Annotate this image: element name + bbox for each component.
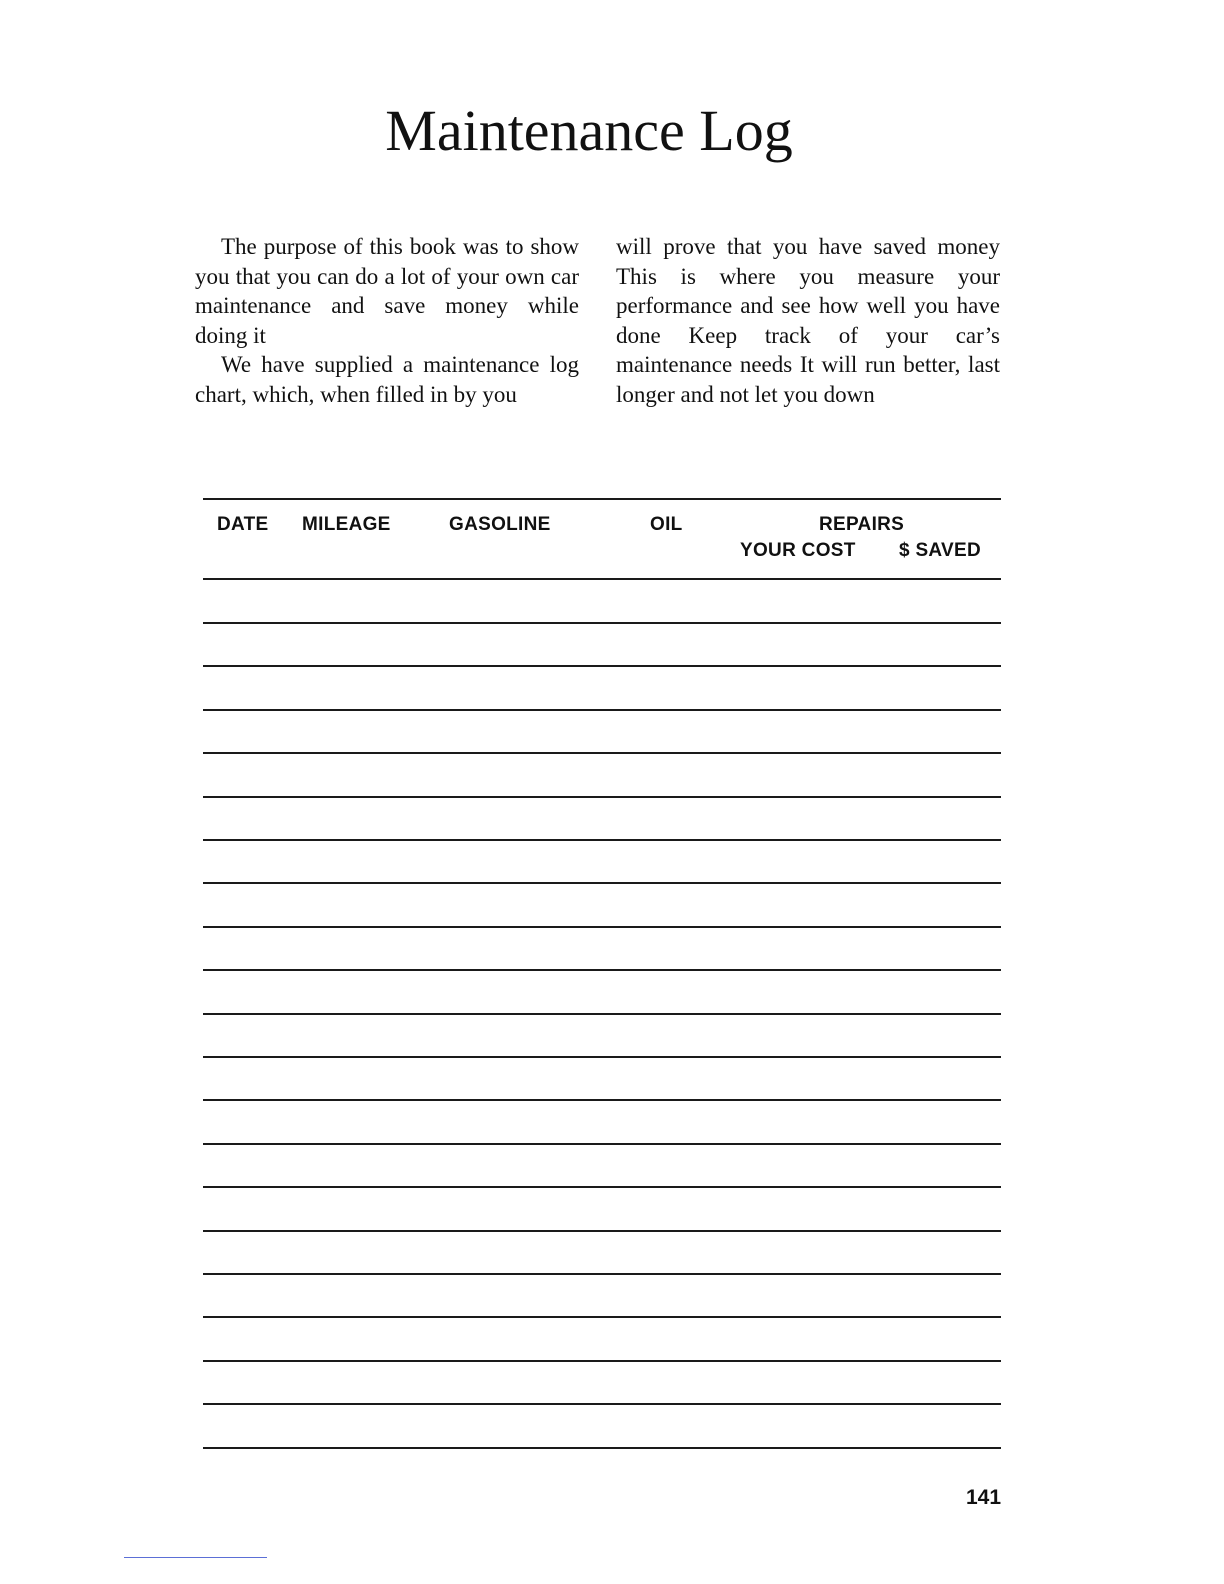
log-blank-row <box>203 1230 1001 1232</box>
column-header-your-cost: YOUR COST <box>740 540 856 561</box>
log-blank-row <box>203 665 1001 667</box>
log-blank-row <box>203 709 1001 711</box>
page-number: 141 <box>966 1486 1002 1509</box>
log-blank-row <box>203 969 1001 971</box>
log-blank-row <box>203 1099 1001 1101</box>
column-header-date: DATE <box>217 514 269 535</box>
table-top-rule <box>203 498 1001 500</box>
column-header-mileage: MILEAGE <box>302 514 391 535</box>
log-blank-row <box>203 1056 1001 1058</box>
intro-column-right <box>616 232 1000 409</box>
log-blank-row <box>203 1143 1001 1145</box>
log-blank-row <box>203 1447 1001 1449</box>
log-blank-row <box>203 796 1001 798</box>
column-header-gasoline: GASOLINE <box>449 514 551 535</box>
log-blank-row <box>203 839 1001 841</box>
intro-paragraph: will prove that you have saved money This is where you measure your performance and see how well you have done Keep track of your car’s maintenance needs It will run better, last longer and not let you down <box>616 234 1000 407</box>
log-blank-row <box>203 1013 1001 1015</box>
column-header-saved: $ SAVED <box>899 540 981 561</box>
intro-paragraph: The purpose of this book was to show you that you can do a lot of your own car maintenance and save money while doing it <box>195 234 579 348</box>
log-blank-row <box>203 926 1001 928</box>
footnote-rule <box>124 1557 267 1558</box>
log-blank-row <box>203 1360 1001 1362</box>
log-blank-row <box>203 1186 1001 1188</box>
intro-column-left <box>195 232 579 409</box>
log-blank-row <box>203 1273 1001 1275</box>
log-blank-row <box>203 1403 1001 1405</box>
intro-paragraph: We have supplied a maintenance log chart, which, when filled in by you <box>195 352 579 407</box>
log-blank-row <box>203 752 1001 754</box>
column-header-repairs: REPAIRS <box>819 514 905 535</box>
column-header-oil: OIL <box>650 514 683 535</box>
log-blank-row <box>203 882 1001 884</box>
log-blank-row <box>203 1316 1001 1318</box>
log-blank-row <box>203 622 1001 624</box>
page-title: Maintenance Log <box>385 98 793 163</box>
header-bottom-rule <box>203 578 1001 580</box>
